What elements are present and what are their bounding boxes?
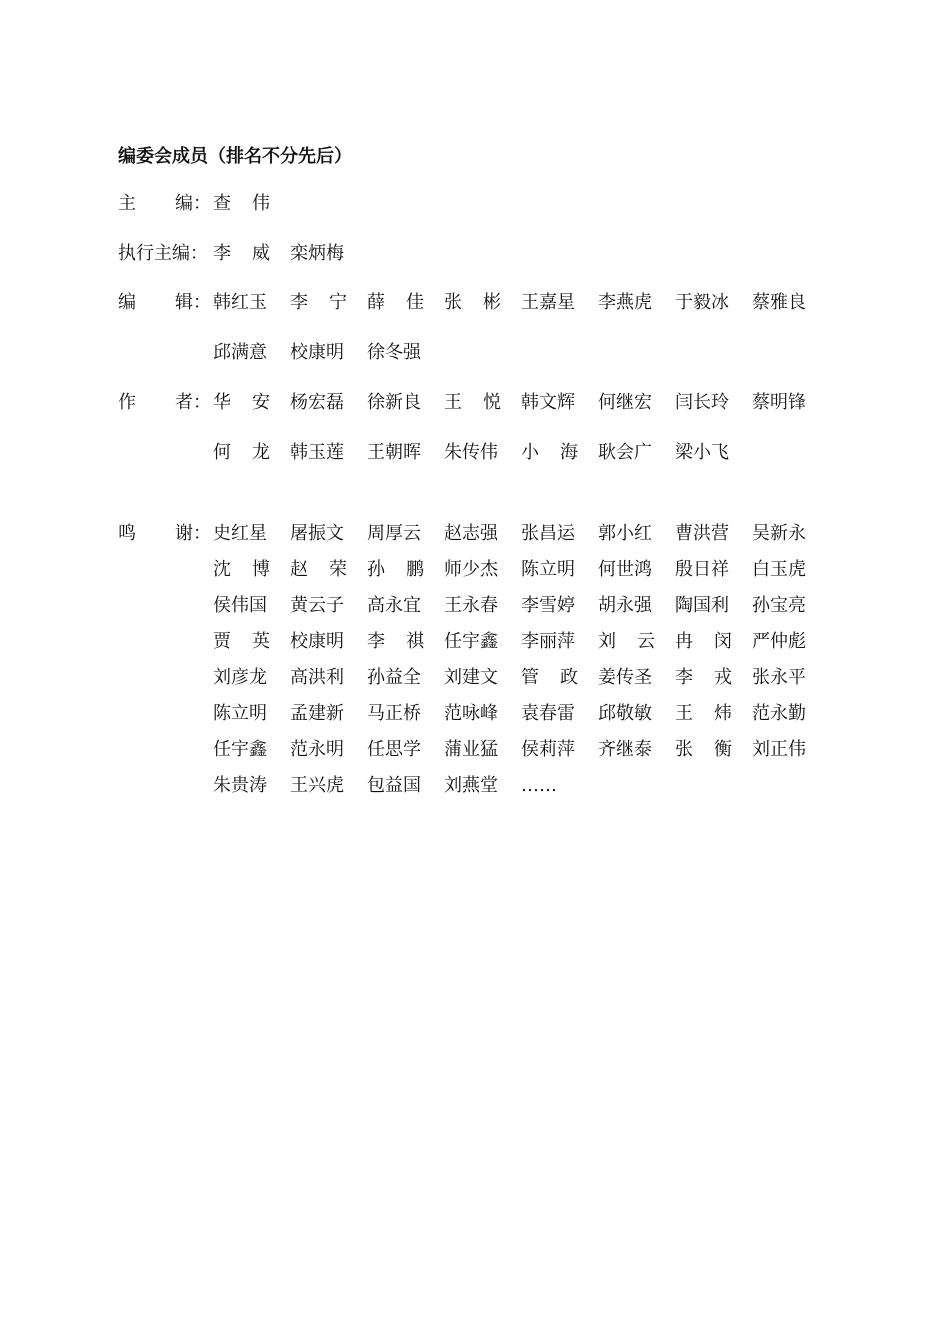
person-name: 刘 云 bbox=[598, 631, 655, 652]
person-name: 王永春 bbox=[444, 595, 498, 616]
person-name: 侯莉萍 bbox=[521, 739, 575, 760]
person-name: 刘正伟 bbox=[752, 739, 806, 760]
person-name: 吴新永 bbox=[752, 523, 806, 544]
person-name: 郭小红 bbox=[598, 523, 652, 544]
person-name: 孟建新 bbox=[290, 703, 344, 724]
editors-names bbox=[213, 291, 829, 365]
person-name: 屠振文 bbox=[290, 523, 344, 544]
label-authors bbox=[118, 391, 213, 415]
person-name: 王 悦 bbox=[444, 392, 501, 413]
person-name: 严仲彪 bbox=[752, 631, 806, 652]
person-name: 栾炳梅 bbox=[290, 243, 344, 264]
person-name: 孙益全 bbox=[367, 667, 421, 688]
person-name: 孙宝亮 bbox=[752, 595, 806, 616]
person-name: 朱传伟 bbox=[444, 442, 498, 463]
person-name: 李 威 bbox=[213, 243, 270, 264]
person-name: 殷日祥 bbox=[675, 559, 729, 580]
person-name: 沈 博 bbox=[213, 559, 270, 580]
person-name: 齐继泰 bbox=[598, 739, 652, 760]
label-text: 执行主编 bbox=[118, 243, 190, 264]
person-name: 周厚云 bbox=[367, 523, 421, 544]
person-name: 闫长玲 bbox=[675, 392, 729, 413]
person-name: 王兴虎 bbox=[290, 775, 344, 796]
label-char: 主 bbox=[118, 193, 136, 214]
person-name: 蔡雅良 bbox=[752, 292, 806, 313]
person-name: 韩红玉 bbox=[213, 292, 267, 313]
label-char: 编 bbox=[175, 193, 193, 214]
person-name: 王 炜 bbox=[675, 703, 732, 724]
acknowledgements-names bbox=[213, 522, 829, 798]
person-name: 袁春雷 bbox=[521, 703, 575, 724]
label-colon: ： bbox=[190, 243, 208, 264]
person-name: 高洪利 bbox=[290, 667, 344, 688]
person-name: 史红星 bbox=[213, 523, 267, 544]
person-name: 黄云子 bbox=[290, 595, 344, 616]
person-name: 蒲业猛 bbox=[444, 739, 498, 760]
person-name: 梁小飞 bbox=[675, 442, 729, 463]
person-name: 刘燕堂 bbox=[444, 775, 498, 796]
person-name: 范咏峰 bbox=[444, 703, 498, 724]
label-char: 编 bbox=[118, 292, 136, 313]
person-name: 任宇鑫 bbox=[213, 739, 267, 760]
person-name: 张昌运 bbox=[521, 523, 575, 544]
label-char: 者 bbox=[175, 392, 193, 413]
person-name: 校康明 bbox=[290, 342, 344, 363]
person-name: 何世鸿 bbox=[598, 559, 652, 580]
executive-editor-names bbox=[213, 242, 829, 266]
person-name: 赵志强 bbox=[444, 523, 498, 544]
label-char: 作 bbox=[118, 392, 136, 413]
person-name: 管 政 bbox=[521, 667, 578, 688]
person-name: 陈立明 bbox=[521, 559, 575, 580]
person-name: 贾 英 bbox=[213, 631, 270, 652]
person-name: 于毅冰 bbox=[675, 292, 729, 313]
person-name: 刘彦龙 bbox=[213, 667, 267, 688]
person-name: 任思学 bbox=[367, 739, 421, 760]
person-name: 任宇鑫 bbox=[444, 631, 498, 652]
label-chief-editor bbox=[118, 192, 213, 216]
person-name: 王嘉星 bbox=[521, 292, 575, 313]
label-editors bbox=[118, 291, 213, 315]
person-name: 师少杰 bbox=[444, 559, 498, 580]
person-name: 邱满意 bbox=[213, 342, 267, 363]
person-name: 王朝晖 bbox=[367, 442, 421, 463]
label-char: 鸣 bbox=[118, 523, 136, 544]
person-name: 李 戎 bbox=[675, 667, 732, 688]
person-name: 韩玉莲 bbox=[290, 442, 344, 463]
person-name: 华 安 bbox=[213, 392, 270, 413]
person-name: 张 衡 bbox=[675, 739, 732, 760]
person-name: 白玉虎 bbox=[752, 559, 806, 580]
person-name: 高永宜 bbox=[367, 595, 421, 616]
person-name: 马正桥 bbox=[367, 703, 421, 724]
person-name: 徐冬强 bbox=[367, 342, 421, 363]
label-colon: ： bbox=[193, 523, 211, 544]
person-name: 包益国 bbox=[367, 775, 421, 796]
person-name: 耿会广 bbox=[598, 442, 652, 463]
person-name: …… bbox=[521, 775, 557, 796]
person-name: 杨宏磊 bbox=[290, 392, 344, 413]
person-name: 李燕虎 bbox=[598, 292, 652, 313]
person-name: 李 宁 bbox=[290, 292, 347, 313]
label-char: 谢 bbox=[175, 523, 193, 544]
person-name: 张 彬 bbox=[444, 292, 501, 313]
label-colon: ： bbox=[193, 392, 211, 413]
person-name: 陶国利 bbox=[675, 595, 729, 616]
person-name: 赵 荣 bbox=[290, 559, 347, 580]
person-name: 胡永强 bbox=[598, 595, 652, 616]
person-name: 李丽萍 bbox=[521, 631, 575, 652]
person-name: 薛 佳 bbox=[367, 292, 424, 313]
person-name: 查 伟 bbox=[213, 193, 270, 214]
label-executive-editor bbox=[118, 242, 210, 266]
person-name: 李 祺 bbox=[367, 631, 424, 652]
person-name: 韩文辉 bbox=[521, 392, 575, 413]
person-name: 张永平 bbox=[752, 667, 806, 688]
person-name: 何 龙 bbox=[213, 442, 270, 463]
person-name: 范永明 bbox=[290, 739, 344, 760]
person-name: 刘建文 bbox=[444, 667, 498, 688]
person-name: 孙 鹏 bbox=[367, 559, 424, 580]
person-name: 蔡明锋 bbox=[752, 392, 806, 413]
person-name: 姜传圣 bbox=[598, 667, 652, 688]
chief-editor-names bbox=[213, 192, 829, 216]
person-name: 曹洪营 bbox=[675, 523, 729, 544]
label-char: 辑 bbox=[175, 292, 193, 313]
person-name: 徐新良 bbox=[367, 392, 421, 413]
label-colon: ： bbox=[193, 292, 211, 313]
person-name: 侯伟国 bbox=[213, 595, 267, 616]
person-name: 陈立明 bbox=[213, 703, 267, 724]
person-name: 校康明 bbox=[290, 631, 344, 652]
person-name: 范永勤 bbox=[752, 703, 806, 724]
person-name: 何继宏 bbox=[598, 392, 652, 413]
person-name: 李雪婷 bbox=[521, 595, 575, 616]
person-name: 小 海 bbox=[521, 442, 578, 463]
authors-names bbox=[213, 391, 829, 465]
page-title: 编委会成员（排名不分先后） bbox=[118, 146, 352, 167]
label-colon: ： bbox=[193, 193, 211, 214]
label-acknowledgements bbox=[118, 522, 213, 546]
person-name: 冉 闵 bbox=[675, 631, 732, 652]
person-name: 邱敬敏 bbox=[598, 703, 652, 724]
person-name: 朱贵涛 bbox=[213, 775, 267, 796]
